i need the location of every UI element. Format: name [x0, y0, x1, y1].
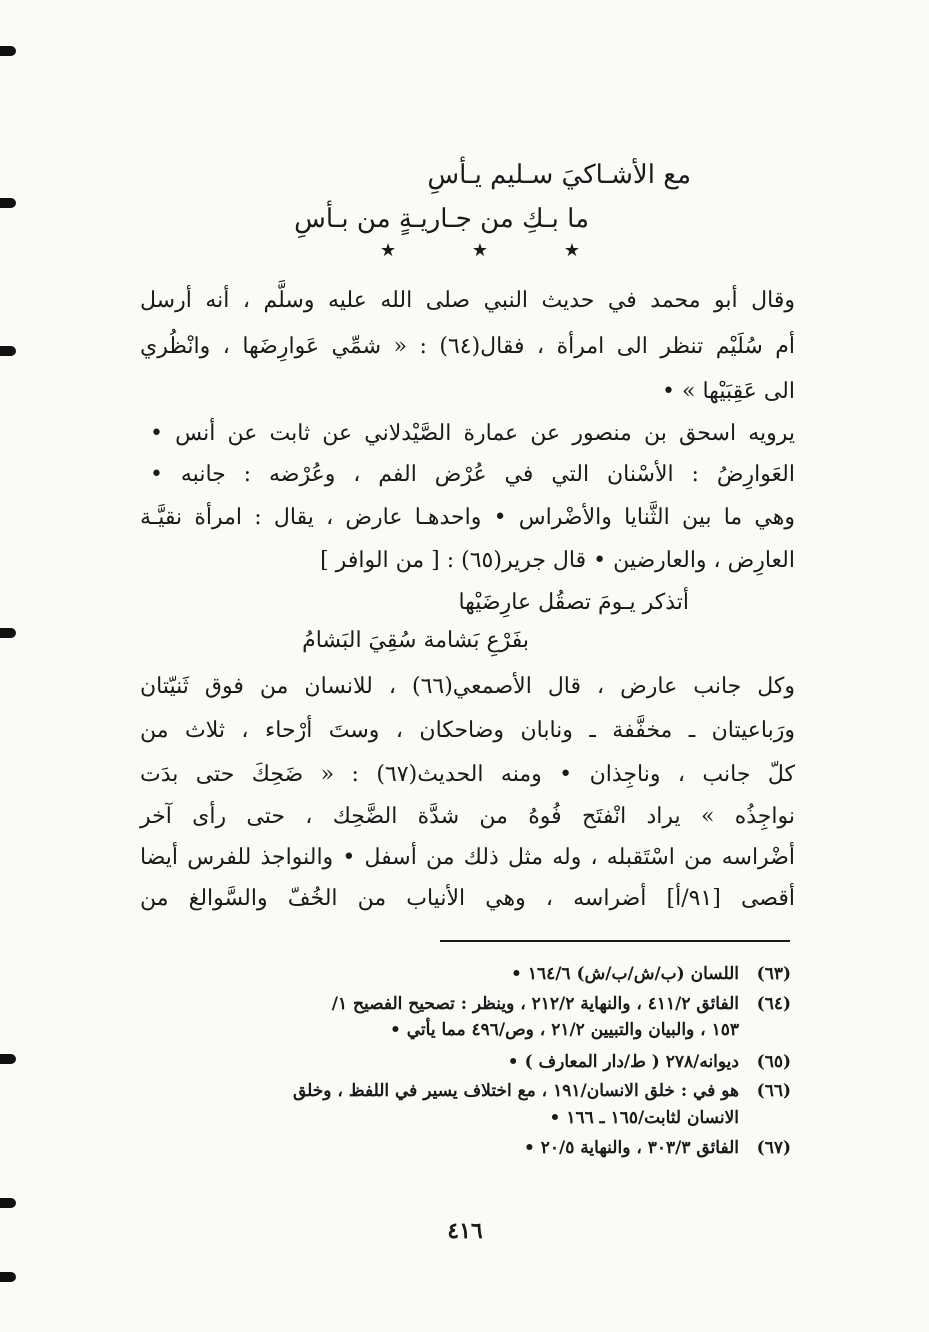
- footnote-text: الفائق ٤١١/٢ ، والنهاية ٢١٢/٢ ، وينظر : تصحيح الفصيح ١/: [331, 994, 739, 1014]
- star-ornament: ★: [471, 240, 489, 261]
- body-line: نواجِذُه » يراد انْفتَح فُوهُ من شدَّة الضَّحِك ، حتى رأى آخر: [140, 804, 795, 829]
- section-separator: [380, 240, 580, 261]
- footnote-number: (٦٤): [756, 994, 791, 1014]
- body-line: يرويه اسحق بن منصور عن عمارة الصَّيْدلاني عن ثابت عن أنس •: [150, 421, 795, 446]
- footnote-number: (٦٥): [756, 1052, 791, 1072]
- star-ornament: ★: [380, 240, 397, 261]
- footnote: [131, 1083, 791, 1100]
- body-line: أم سُلَيْم تنظر الى امرأة ، فقال(٦٤) : « شمِّي عَوارِضَها ، وانْظُري: [140, 334, 795, 359]
- poem-hemistich-2: بفَرْعِ بَشامة سُقِيَ البَشامُ: [302, 628, 529, 653]
- body-line: وهي ما بين الثَّنايا والأضْراس • واحدهـا عارض ، يقال : امرأة نقيَّـة: [140, 505, 795, 530]
- poem-hemistich-1: أتذكر يـومَ تصقُل عارِضَيْها: [458, 590, 689, 615]
- footnote-continuation: ١٥٣ ، والبيان والتبيين ٢١/٢ ، وص/٤٩٦ مما يأتي •: [389, 1020, 739, 1040]
- footnote: [131, 1054, 791, 1071]
- body-line: كلّ جانب ، وناجِذان • ومنه الحديث(٦٧) : « ضَحِكَ حتى بدَت: [140, 762, 795, 787]
- body-line: العَوارِضُ : الأسْنان التي في عُرْض الفم ، وعُرْضه : جانبه •: [150, 462, 795, 487]
- footnote-text: ديوانه/٢٧٨ ( ط/دار المعارف ) •: [507, 1052, 739, 1072]
- star-ornament: ★: [563, 240, 580, 261]
- body-line: الى عَقِبَيْها » •: [662, 379, 795, 404]
- binding-mark: [0, 346, 16, 356]
- binding-mark: [0, 628, 16, 638]
- footnote-text: الفائق ٣٠٣/٣ ، والنهاية ٢٠/٥ •: [523, 1138, 739, 1158]
- binding-mark: [0, 1198, 16, 1208]
- footnote-number: (٦٦): [756, 1081, 791, 1101]
- footnote-divider: [440, 940, 790, 942]
- body-line: أضْراسه من اسْتَقبله ، وله مثل ذلك من أسفل • والنواجذ للفرس أيضا: [140, 845, 795, 870]
- binding-mark: [0, 46, 16, 56]
- footnote: [131, 996, 791, 1013]
- body-line: وقال أبو محمد في حديث النبي صلى الله عليه وسلَّم ، أنه أرسل: [140, 288, 795, 313]
- footnote: [131, 966, 791, 983]
- binding-mark: [0, 1272, 16, 1282]
- binding-mark: [0, 198, 16, 208]
- body-line: أقصى [٩١/أ] أضراسه ، وهي الأنياب من الخُفّ والسَّوالغ من: [140, 886, 795, 911]
- body-line: وكل جانب عارض ، قال الأصمعي(٦٦) ، للانسان من فوق ثَنيّتان: [140, 674, 796, 699]
- body-line: العارِض ، والعارضين • قال جرير(٦٥) : [ من الوافر ]: [320, 548, 795, 573]
- footnote-number: (٦٣): [756, 964, 791, 984]
- body-line: ورَباعيتان ـ مخفَّفة ـ ونابان وضاحكان ، وستَ أرْحاء ، ثلاث من: [140, 718, 795, 743]
- footnote-number: (٦٧): [756, 1138, 791, 1158]
- footnote-continuation: الانسان لثابت/١٦٥ ـ ١٦٦ •: [549, 1108, 739, 1128]
- footnote-text: اللسان (ب/ش/ب/ش) ١٦٤/٦ •: [511, 964, 739, 984]
- page-number: ٤١٦: [447, 1218, 483, 1244]
- binding-mark: [0, 1054, 16, 1064]
- verse-line-1: مع الأشـاكيَ سـليم يـأسِ: [427, 160, 691, 190]
- verse-line-2: ما بـكِ من جـاريـةٍ من بـأسِ: [294, 204, 589, 234]
- footnote: [131, 1140, 791, 1157]
- footnote-text: هو في : خلق الانسان/١٩١ ، مع اختلاف يسير في اللفظ ، وخلق: [292, 1081, 739, 1101]
